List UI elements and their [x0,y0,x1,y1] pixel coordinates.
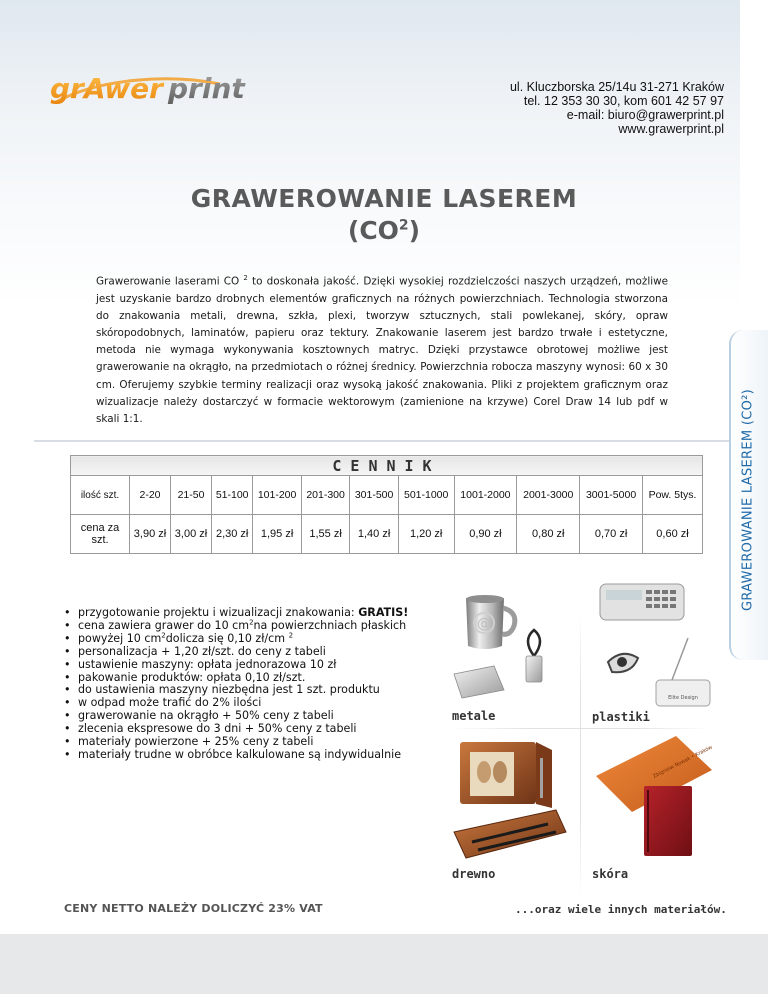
price-cell: 1,20 zł [398,515,454,554]
list-item: • cena zawiera grawer do 10 $cm^2na$ powierzchniach płaskich [64,620,444,633]
qty-cell: 2001-3000 [517,476,580,515]
price-cell: 0,60 zł [642,515,702,554]
qty-cell: 501-1000 [398,476,454,515]
gallery-divider-vertical [580,610,581,900]
price-cell: 0,90 zł [454,515,517,554]
list-item: • materiały powierzone + 25% ceny z tabeli [64,736,444,749]
notebook-engraving: Zbigniew Nowak • Kraków [652,744,714,780]
list-item: • personalizacja + 1,20 zł/szt. do ceny z tabeli [64,646,444,659]
mug-engraving: @ [477,616,491,632]
list-item: • ustawienie maszyny: opłata jednorazowa 10 zł [64,659,444,672]
conditions-list [64,607,444,762]
contact-address: ul. Kluczborska 25/14u 31-271 Kraków [509,80,724,94]
material-label-wood: drewno [452,867,496,881]
metal-products-photo [448,590,576,718]
price-row [71,515,703,554]
list-item: • pakowanie produktów: opłata 0,10 zł/szt. [64,672,444,685]
page-subtitle: $(CO^2)$ [347,216,421,245]
logo-text-print: print [168,72,245,105]
price-cell: 2,30 zł [212,515,253,554]
price-table-heading: CENNIK [71,456,703,476]
list-item: • w odpad może trafić do 2% ilości [64,697,444,710]
price-cell: 1,55 zł [301,515,350,554]
contact-website[interactable]: www.grawerprint.pl [618,122,724,136]
qty-row-label: ilość szt. [71,476,130,515]
price-row-label: cena za szt. [71,515,130,554]
qty-cell: 51-100 [212,476,253,515]
price-table [70,455,703,554]
price-cell: 1,95 zł [253,515,302,554]
contact-phone: tel. 12 353 30 30, kom 601 42 57 97 [523,94,724,108]
list-item: • do ustawienia maszyny niezbędna jest 1 szt. produktu [64,684,444,697]
qty-cell: 201-300 [301,476,350,515]
leather-products-photo [588,736,716,868]
qty-cell: 2-20 [130,476,171,515]
qty-cell: 1001-2000 [454,476,517,515]
qty-cell: 21-50 [171,476,212,515]
gallery-divider-horizontal [452,728,712,729]
list-item: • powyżej 10 $cm^2dolicza$ się 0,10 zł/cm $^2$ [64,633,444,646]
contact-email[interactable]: e-mail: biuro@grawerprint.pl [566,108,724,122]
grawerprint-logo [50,64,262,114]
page-title: GRAWEROWANIE LASEREM [190,184,578,213]
qty-cell: 101-200 [253,476,302,515]
price-cell: 3,90 zł [130,515,171,554]
vat-note: CENY NETTO NALEŻY DOLICZYĆ 23% VAT [64,902,323,915]
list-item: • zlecenia ekspresowe do 3 dni + 50% ceny z tabeli [64,723,444,736]
side-tab-label: GRAWEROWANIE LASEREM (CO²) [740,389,756,611]
price-cell: 0,70 zł [580,515,643,554]
qty-cell: Pow. 5tys. [642,476,702,515]
material-label-metal: metale [452,709,496,723]
contact-block [510,80,724,136]
qty-cell: 301-500 [350,476,399,515]
price-cell: 1,40 zł [350,515,399,554]
more-materials-note: ...oraz wiele innych materiałów. [515,903,727,916]
list-item: • materiały trudne w obróbce kalkulowane są indywidualnie [64,749,444,762]
price-cell: 3,00 zł [171,515,212,554]
price-cell: 0,80 zł [517,515,580,554]
qty-row [71,476,703,515]
wood-products-photo [446,736,578,868]
logo-text-graver: grAwer [50,72,163,105]
plastic-plate-engraving: Elite Design [668,695,698,701]
material-label-plastic: plastiki [592,710,650,724]
intro-paragraph: Grawerowanie laserami CO $^2$ to doskonała jakość. Dzięki wysokiej rozdzielczości naszych urządzeń, możliwe jest uzyskanie bardzo drobnych elementów graficznych na różnych powierzchniach. Technologia stworzona do znakowania metali, drewna, szkła, plexi, tworzyw sztucznych, stali powlekanej, skóry, opraw skóropodobnych, laminatów, papieru oraz tektury. Znakowanie laserem jest bardzo trwałe i estetyczne, metoda nie wymaga wykonywania kosztownych matryc. Dzięki przystawce obrotowej możliwe jest grawerowanie na okrągło, na przedmiotach o różnej średnicy. Powierzchnia robocza maszyny wynosi: 60 x 30 cm. Oferujemy szybkie terminy realizacji oraz wysoką jakość znakowania. Pliki z projektem graficznym oraz wizualizacje należy dostarczyć w formacie wektorowym (zamienione na krzywe) Corel Draw 14 lub pdf w skali 1:1. [96,274,668,426]
plastic-products-photo [588,578,716,712]
qty-cell: 3001-5000 [580,476,643,515]
list-item: • przygotowanie projektu i wizualizacji znakowania: GRATIS! [64,607,444,620]
material-label-leather: skóra [592,867,629,881]
list-item: • grawerowanie na okrągło + 50% ceny z tabeli [64,710,444,723]
